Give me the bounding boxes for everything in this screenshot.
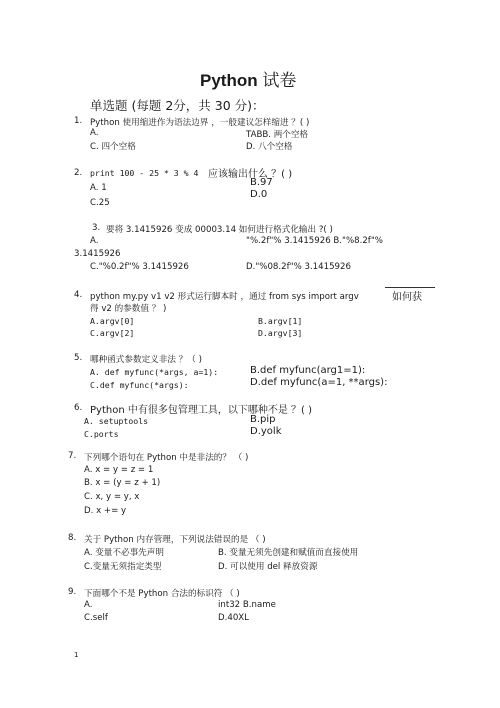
question-1-text: Python 使用缩进作为语法边界 ，一般建议怎样缩进 ？( ) xyxy=(90,118,310,128)
question-6-number: 6. xyxy=(74,403,83,413)
question-4-option: B.argv[1] xyxy=(258,316,303,326)
question-2-text-tail: 应该输出什么 ？( ) xyxy=(208,169,293,180)
question-8-option: A. 变量不必事先声明 xyxy=(84,548,164,558)
question-4-option: D.argv[3] xyxy=(258,328,303,338)
question-1-option: TABB. 两个空格 xyxy=(246,130,309,140)
question-7-text: 下列哪个语句在 Python 中是非法的？ （ ) xyxy=(84,453,249,463)
question-3-text: 要将 3.1415926 变成 00003.14 如何进行格式化输出 ?( ) xyxy=(106,225,333,235)
question-9-text: 下面哪个不是 Python 合法的标识符 （ ) xyxy=(84,589,240,599)
title-cn: 试卷 xyxy=(262,71,297,91)
question-4-option: A.argv[0] xyxy=(90,316,135,326)
question-6-option: D.yolk xyxy=(250,426,282,437)
question-1-option: D. 八个空格 xyxy=(246,142,293,152)
question-7-option: A. x = y = z = 1 xyxy=(84,465,154,475)
question-5-option: B.def myfunc(arg1=1): xyxy=(250,365,366,376)
question-4-text-cont: 得 v2 的参数值 ？ ) xyxy=(90,304,167,314)
question-4-number: 4. xyxy=(74,290,83,300)
question-9-option: A. xyxy=(84,600,93,610)
question-8-text: 关于 Python 内存管理，下列说法错误的是 （ ) xyxy=(84,535,266,545)
question-4-text: python my.py v1 v2 形式运行脚本时 ，通过 from sys import argv xyxy=(90,292,359,302)
question-9-option: D.40XL xyxy=(218,613,249,623)
question-9-option: int32 B.name xyxy=(218,600,276,610)
question-7-option: C. x, y = y, x xyxy=(84,492,140,502)
question-8-option: B. 变量无须先创建和赋值而直接使用 xyxy=(218,548,359,558)
question-3-option: 3.1415926 xyxy=(74,249,121,259)
title-latin: Python xyxy=(200,71,258,90)
question-8-option: D. 可以使用 del 释放资源 xyxy=(218,562,318,572)
question-3-number: 3. xyxy=(92,223,101,233)
question-2-number: 2. xyxy=(74,168,83,178)
question-3-option: "%.2f"% 3.1415926 B."%8.2f"% xyxy=(246,236,383,246)
question-5-option: D.def myfunc(a=1, **args): xyxy=(250,377,388,388)
question-5-number: 5. xyxy=(74,353,83,363)
question-6-text: Python 中有很多包管理工具，以下哪种不是 ？( ) xyxy=(90,405,313,416)
page-title xyxy=(200,66,296,91)
question-2-option: D.0 xyxy=(250,189,268,200)
question-3-option: A. xyxy=(90,236,99,246)
question-8-option: C.变量无须指定类型 xyxy=(84,562,162,572)
question-1-option: A. xyxy=(90,128,99,138)
question-2-option: C.25 xyxy=(90,198,110,208)
section-heading: 单选题 (每题 2分，共 30 分)： xyxy=(90,98,265,113)
question-5-text: 哪种函式参数定义非法 ？（ ) xyxy=(90,355,202,365)
question-6-option: B.pip xyxy=(250,414,276,425)
question-3-option: D."%08.2f"% 3.1415926 xyxy=(246,262,351,272)
question-2-text: print 100 - 25 * 3 % 4 xyxy=(90,168,199,178)
question-2-option: A. 1 xyxy=(90,183,107,193)
question-6-option: A. setuptools xyxy=(84,416,149,426)
question-9-option: C.self xyxy=(84,613,108,623)
question-7-number: 7. xyxy=(68,451,77,461)
question-1-number: 1. xyxy=(74,116,83,126)
question-4-option: C.argv[2] xyxy=(90,328,135,338)
question-1-option: C. 四个空格 xyxy=(90,142,136,152)
question-3-option: C."%0.2f"% 3.1415926 xyxy=(90,262,189,272)
question-4-text-tail: 如何获 xyxy=(392,292,422,303)
question-5-option: A. def myfunc(*args, a=1): xyxy=(90,367,219,377)
question-7-option: D. x += y xyxy=(84,506,127,516)
question-6-option: C.ports xyxy=(84,429,119,439)
question-7-option: B. x = (y = z + 1) xyxy=(84,478,161,488)
page-number: 1 xyxy=(74,651,79,659)
question-5-option: C.def myfunc(*args): xyxy=(90,380,189,390)
question-2-option: B.97 xyxy=(250,177,273,188)
question-9-number: 9. xyxy=(68,587,77,597)
question-8-number: 8. xyxy=(68,533,77,543)
